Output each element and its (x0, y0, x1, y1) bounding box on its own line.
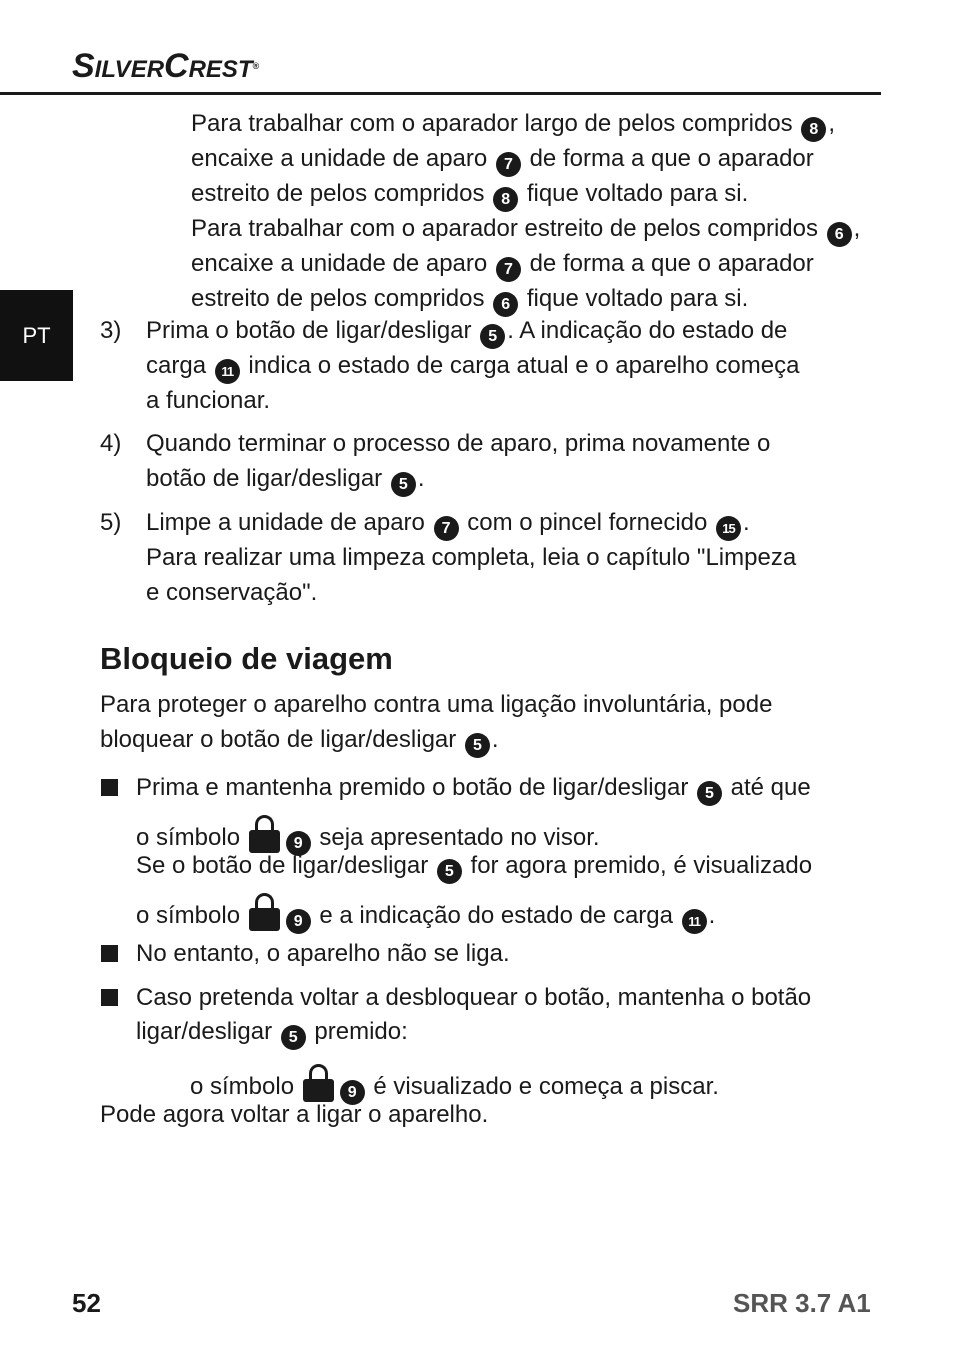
language-tab: PT (0, 290, 73, 381)
step-line: e conservação". (146, 578, 318, 606)
page-number: 52 (72, 1288, 101, 1318)
ref-number: 5 (391, 472, 416, 497)
section-intro-line-2: bloquear o botão de ligar/desligar 5 . (100, 723, 499, 758)
ref-number: 6 (827, 222, 852, 247)
lock-icon (249, 815, 280, 853)
step-number: 5) (100, 509, 122, 536)
intro-line: encaixe a unidade de aparo 7 de forma a que o aparador (191, 142, 860, 177)
intro-line: estreito de pelos compridos 6 fique voltado para si. (191, 282, 860, 317)
bullet-1-line-3: Se o botão de ligar/desligar 5 for agora premido, é visualizado (136, 849, 812, 884)
ref-number: 7 (496, 152, 521, 177)
ref-number: 9 (286, 831, 311, 856)
ref-number: 9 (286, 909, 311, 934)
model-number: SRR 3.7 A1 (733, 1288, 871, 1318)
ref-number: 15 (716, 516, 741, 541)
brand-logo: SilverCrest® (72, 47, 260, 85)
step-line: botão de ligar/desligar 5 . (146, 462, 770, 497)
header-rule (0, 92, 881, 95)
intro-block (191, 107, 860, 317)
bullet-3-line-3: o símbolo 9 é visualizado e começa a piscar. (190, 1064, 719, 1105)
ref-number: 7 (434, 516, 459, 541)
ref-number: 7 (496, 257, 521, 282)
bullet-marker (101, 779, 118, 796)
lock-icon (249, 893, 280, 931)
ref-number: 8 (801, 117, 826, 142)
step-line: a funcionar. (146, 387, 271, 414)
ref-number: 5 (697, 781, 722, 806)
ref-number: 5 (465, 733, 490, 758)
step-line: Prima o botão de ligar/desligar 5 . A indicação do estado de (146, 314, 799, 349)
step-line: Quando terminar o processo de aparo, prima novamente o (146, 430, 771, 457)
intro-line: Para trabalhar com o aparador estreito de pelos compridos 6 , (191, 212, 860, 247)
intro-line: Para trabalhar com o aparador largo de pelos compridos 8 , (191, 107, 860, 142)
intro-line: encaixe a unidade de aparo 7 de forma a que o aparador (191, 247, 860, 282)
step-line: carga 11 indica o estado de carga atual e o aparelho começa (146, 349, 799, 384)
closing-text: Pode agora voltar a ligar o aparelho. (100, 1101, 489, 1128)
bullet-2: No entanto, o aparelho não se liga. (136, 940, 510, 967)
section-title: Bloqueio de viagem (100, 641, 393, 676)
ref-number: 5 (437, 859, 462, 884)
lock-icon (303, 1064, 334, 1102)
ref-number: 11 (215, 359, 240, 384)
bullet-marker (101, 945, 118, 962)
bullet-3-line-1: Caso pretenda voltar a desbloquear o botão, mantenha o botão (136, 984, 812, 1011)
step-number: 3) (100, 317, 122, 344)
bullet-1-line-2: o símbolo 9 seja apresentado no visor. (136, 815, 600, 856)
intro-line: estreito de pelos compridos 8 fique voltado para si. (191, 177, 860, 212)
bullet-3-line-2: ligar/desligar 5 premido: (136, 1015, 408, 1050)
step-line: Limpe a unidade de aparo 7 com o pincel fornecido 15 . (146, 506, 796, 541)
section-intro-line-1: Para proteger o aparelho contra uma ligação involuntária, pode (100, 691, 773, 718)
ref-number: 6 (493, 292, 518, 317)
ref-number: 8 (493, 187, 518, 212)
ref-number: 11 (682, 909, 707, 934)
ref-number: 9 (340, 1080, 365, 1105)
step-number: 4) (100, 430, 122, 457)
bullet-marker (101, 989, 118, 1006)
step-line: Para realizar uma limpeza completa, leia o capítulo "Limpeza (146, 544, 797, 571)
bullet-1-line-1: Prima e mantenha premido o botão de ligar/desligar 5 até que (136, 771, 811, 806)
ref-number: 5 (480, 324, 505, 349)
bullet-1-line-4: o símbolo 9 e a indicação do estado de carga 11 . (136, 893, 715, 934)
ref-number: 5 (281, 1025, 306, 1050)
